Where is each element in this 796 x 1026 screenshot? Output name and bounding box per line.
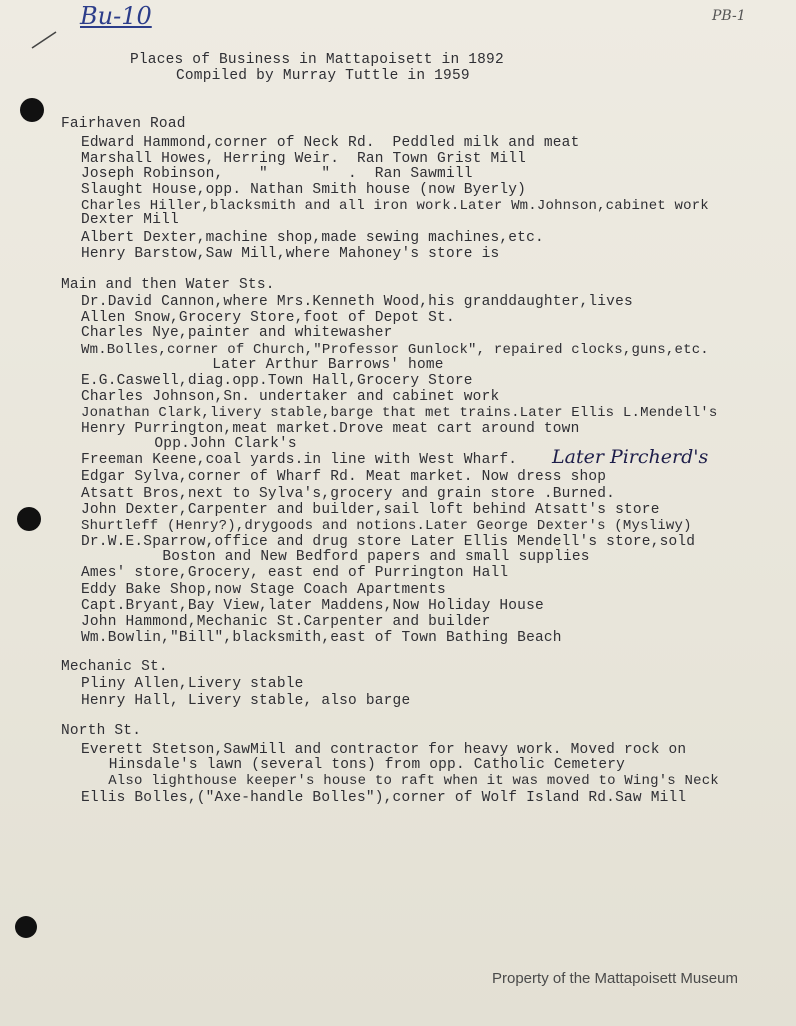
list-item: Capt.Bryant,Bay View,later Maddens,Now Holiday House xyxy=(81,598,544,614)
museum-watermark: Property of the Mattapoisett Museum xyxy=(492,970,738,987)
list-item: Pliny Allen,Livery stable xyxy=(81,676,304,692)
list-item: Dexter Mill xyxy=(81,212,179,228)
list-item: Allen Snow,Grocery Store,foot of Depot St. xyxy=(81,310,455,326)
handwritten-note: Later Pircherd's xyxy=(552,446,709,468)
list-item: Henry Purrington,meat market.Drove meat cart around town xyxy=(81,421,580,437)
list-item: Charles Hiller,blacksmith and all iron work.Later Wm.Johnson,cabinet work xyxy=(81,198,709,214)
list-item: Slaught House,opp. Nathan Smith house (now Byerly) xyxy=(81,182,527,198)
list-item: Atsatt Bros,next to Sylva's,grocery and grain store .Burned. xyxy=(81,486,616,502)
document-subtitle: Compiled by Murray Tuttle in 1959 xyxy=(176,68,470,84)
list-item: Opp.John Clark's xyxy=(101,436,297,452)
list-item: Ames' store,Grocery, east end of Purrington Hall xyxy=(81,565,509,581)
list-item: Later Arthur Barrows' home xyxy=(141,357,444,373)
list-item: Edward Hammond,corner of Neck Rd. Peddled milk and meat xyxy=(81,135,580,151)
list-item: E.G.Caswell,diag.opp.Town Hall,Grocery Store xyxy=(81,373,473,389)
list-item: Wm.Bowlin,"Bill",blacksmith,east of Town Bathing Beach xyxy=(81,630,562,646)
list-item: Everett Stetson,SawMill and contractor for heavy work. Moved rock on xyxy=(81,742,687,758)
list-item: Edgar Sylva,corner of Wharf Rd. Meat market. Now dress shop xyxy=(81,469,607,485)
list-item: John Hammond,Mechanic St.Carpenter and builder xyxy=(81,614,491,630)
list-item: Charles Nye,painter and whitewasher xyxy=(81,325,393,341)
list-item: Wm.Bolles,corner of Church,"Professor Gunlock", repaired clocks,guns,etc. xyxy=(81,342,709,358)
list-item: Freeman Keene,coal yards.in line with West Wharf. xyxy=(81,452,518,468)
list-item: Joseph Robinson, " " . Ran Sawmill xyxy=(81,166,473,182)
list-item: John Dexter,Carpenter and builder,sail loft behind Atsatt's store xyxy=(81,502,660,518)
section-heading: Fairhaven Road xyxy=(61,116,186,132)
section-heading: Main and then Water Sts. xyxy=(61,277,275,293)
list-item: Also lighthouse keeper's house to raft when it was moved to Wing's Neck xyxy=(91,773,719,789)
list-item: Dr.David Cannon,where Mrs.Kenneth Wood,his granddaughter,lives xyxy=(81,294,633,310)
list-item: Boston and New Bedford papers and small supplies xyxy=(109,549,590,565)
list-item: Shurtleff (Henry?),drygoods and notions.Later George Dexter's (Mysliwy) xyxy=(81,518,692,534)
pencil-mark-icon xyxy=(30,28,60,52)
list-item: Eddy Bake Shop,now Stage Coach Apartments xyxy=(81,582,446,598)
list-item: Jonathan Clark,livery stable,barge that met trains.Later Ellis L.Mendell's xyxy=(81,405,718,421)
list-item: Dr.W.E.Sparrow,office and drug store Later Ellis Mendell's store,sold xyxy=(81,534,696,550)
list-item: Henry Barstow,Saw Mill,where Mahoney's store is xyxy=(81,246,500,262)
punch-hole-top xyxy=(20,98,44,122)
punch-hole-bottom xyxy=(15,916,37,938)
punch-hole-middle xyxy=(17,507,41,531)
list-item: Charles Johnson,Sn. undertaker and cabinet work xyxy=(81,389,500,405)
section-heading: Mechanic St. xyxy=(61,659,168,675)
list-item: Ellis Bolles,("Axe-handle Bolles"),corner of Wolf Island Rd.Saw Mill xyxy=(81,790,687,806)
list-item: Hinsdale's lawn (several tons) from opp. Catholic Cemetery xyxy=(91,757,626,773)
handwritten-code-topleft: Bu-10 xyxy=(80,2,152,30)
handwritten-code-topright: PB-1 xyxy=(712,8,746,24)
list-item: Marshall Howes, Herring Weir. Ran Town Grist Mill xyxy=(81,151,527,167)
section-heading: North St. xyxy=(61,723,142,739)
list-item: Henry Hall, Livery stable, also barge xyxy=(81,693,411,709)
list-item: Albert Dexter,machine shop,made sewing machines,etc. xyxy=(81,230,544,246)
document-title: Places of Business in Mattapoisett in 1892 xyxy=(130,52,504,68)
